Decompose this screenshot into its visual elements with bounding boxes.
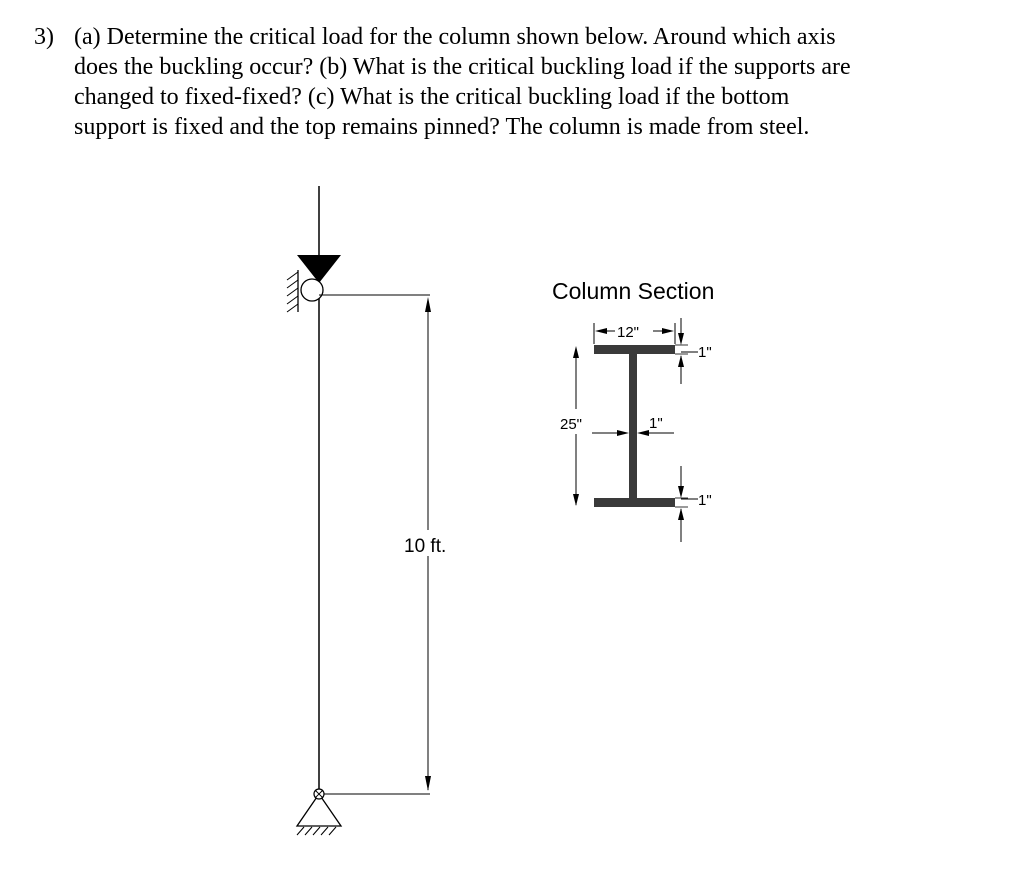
- section-title: Column Section: [552, 278, 715, 304]
- bottom-flange-thickness-label: 1": [698, 492, 712, 509]
- arrow-down: [573, 494, 579, 506]
- column-elevation: [287, 186, 446, 835]
- depth-dimension: [560, 346, 582, 506]
- arrow-left: [595, 328, 607, 334]
- arrow-right: [662, 328, 674, 334]
- ground-hatch: [329, 827, 336, 835]
- question-line-2: does the buckling occur? (b) What is the critical buckling load if the supports are: [74, 54, 851, 80]
- dimension-arrow-down: [425, 776, 431, 791]
- ground-hatch: [305, 827, 312, 835]
- hatch-line: [287, 272, 298, 280]
- web: [629, 354, 637, 498]
- arrow-up: [678, 355, 684, 367]
- arrow-up: [573, 346, 579, 358]
- dimension-arrow-up: [425, 297, 431, 312]
- column-section: [552, 278, 714, 542]
- bottom-pin-support: [297, 789, 430, 835]
- question-number: 3): [34, 24, 54, 50]
- length-label: 10 ft.: [404, 536, 447, 557]
- top-flange: [594, 345, 675, 354]
- length-dimension: [404, 297, 446, 791]
- ground-hatch: [313, 827, 320, 835]
- top-pin-circle: [301, 279, 323, 301]
- hatch-line: [287, 288, 298, 296]
- hatch-line: [287, 304, 298, 312]
- ground-hatch: [321, 827, 328, 835]
- arrow-left: [637, 430, 649, 436]
- question-line-4: support is fixed and the top remains pinned? The column is made from steel.: [74, 114, 810, 140]
- question-line-3: changed to fixed-fixed? (c) What is the critical buckling load if the bottom: [74, 84, 790, 110]
- web-thickness-label: 1": [649, 415, 663, 432]
- top-flange-thickness-dimension: [675, 318, 712, 384]
- arrow-up: [678, 508, 684, 520]
- flange-width-label: 12": [617, 324, 640, 341]
- bottom-flange-thickness-dimension: [675, 466, 712, 542]
- hatch-line: [287, 280, 298, 288]
- arrow-right: [617, 430, 629, 436]
- flange-width-dimension: [594, 323, 675, 344]
- bottom-flange: [594, 498, 675, 507]
- hatch-line: [287, 296, 298, 304]
- arrow-down: [678, 333, 684, 345]
- depth-label: 25": [560, 416, 583, 433]
- ground-hatch: [297, 827, 304, 835]
- arrow-down: [678, 486, 684, 498]
- question-line-1: (a) Determine the critical load for the column shown below. Around which axis: [74, 24, 836, 50]
- load-arrow-head: [297, 255, 341, 283]
- top-roller-support: [287, 270, 430, 312]
- top-flange-thickness-label: 1": [698, 344, 712, 361]
